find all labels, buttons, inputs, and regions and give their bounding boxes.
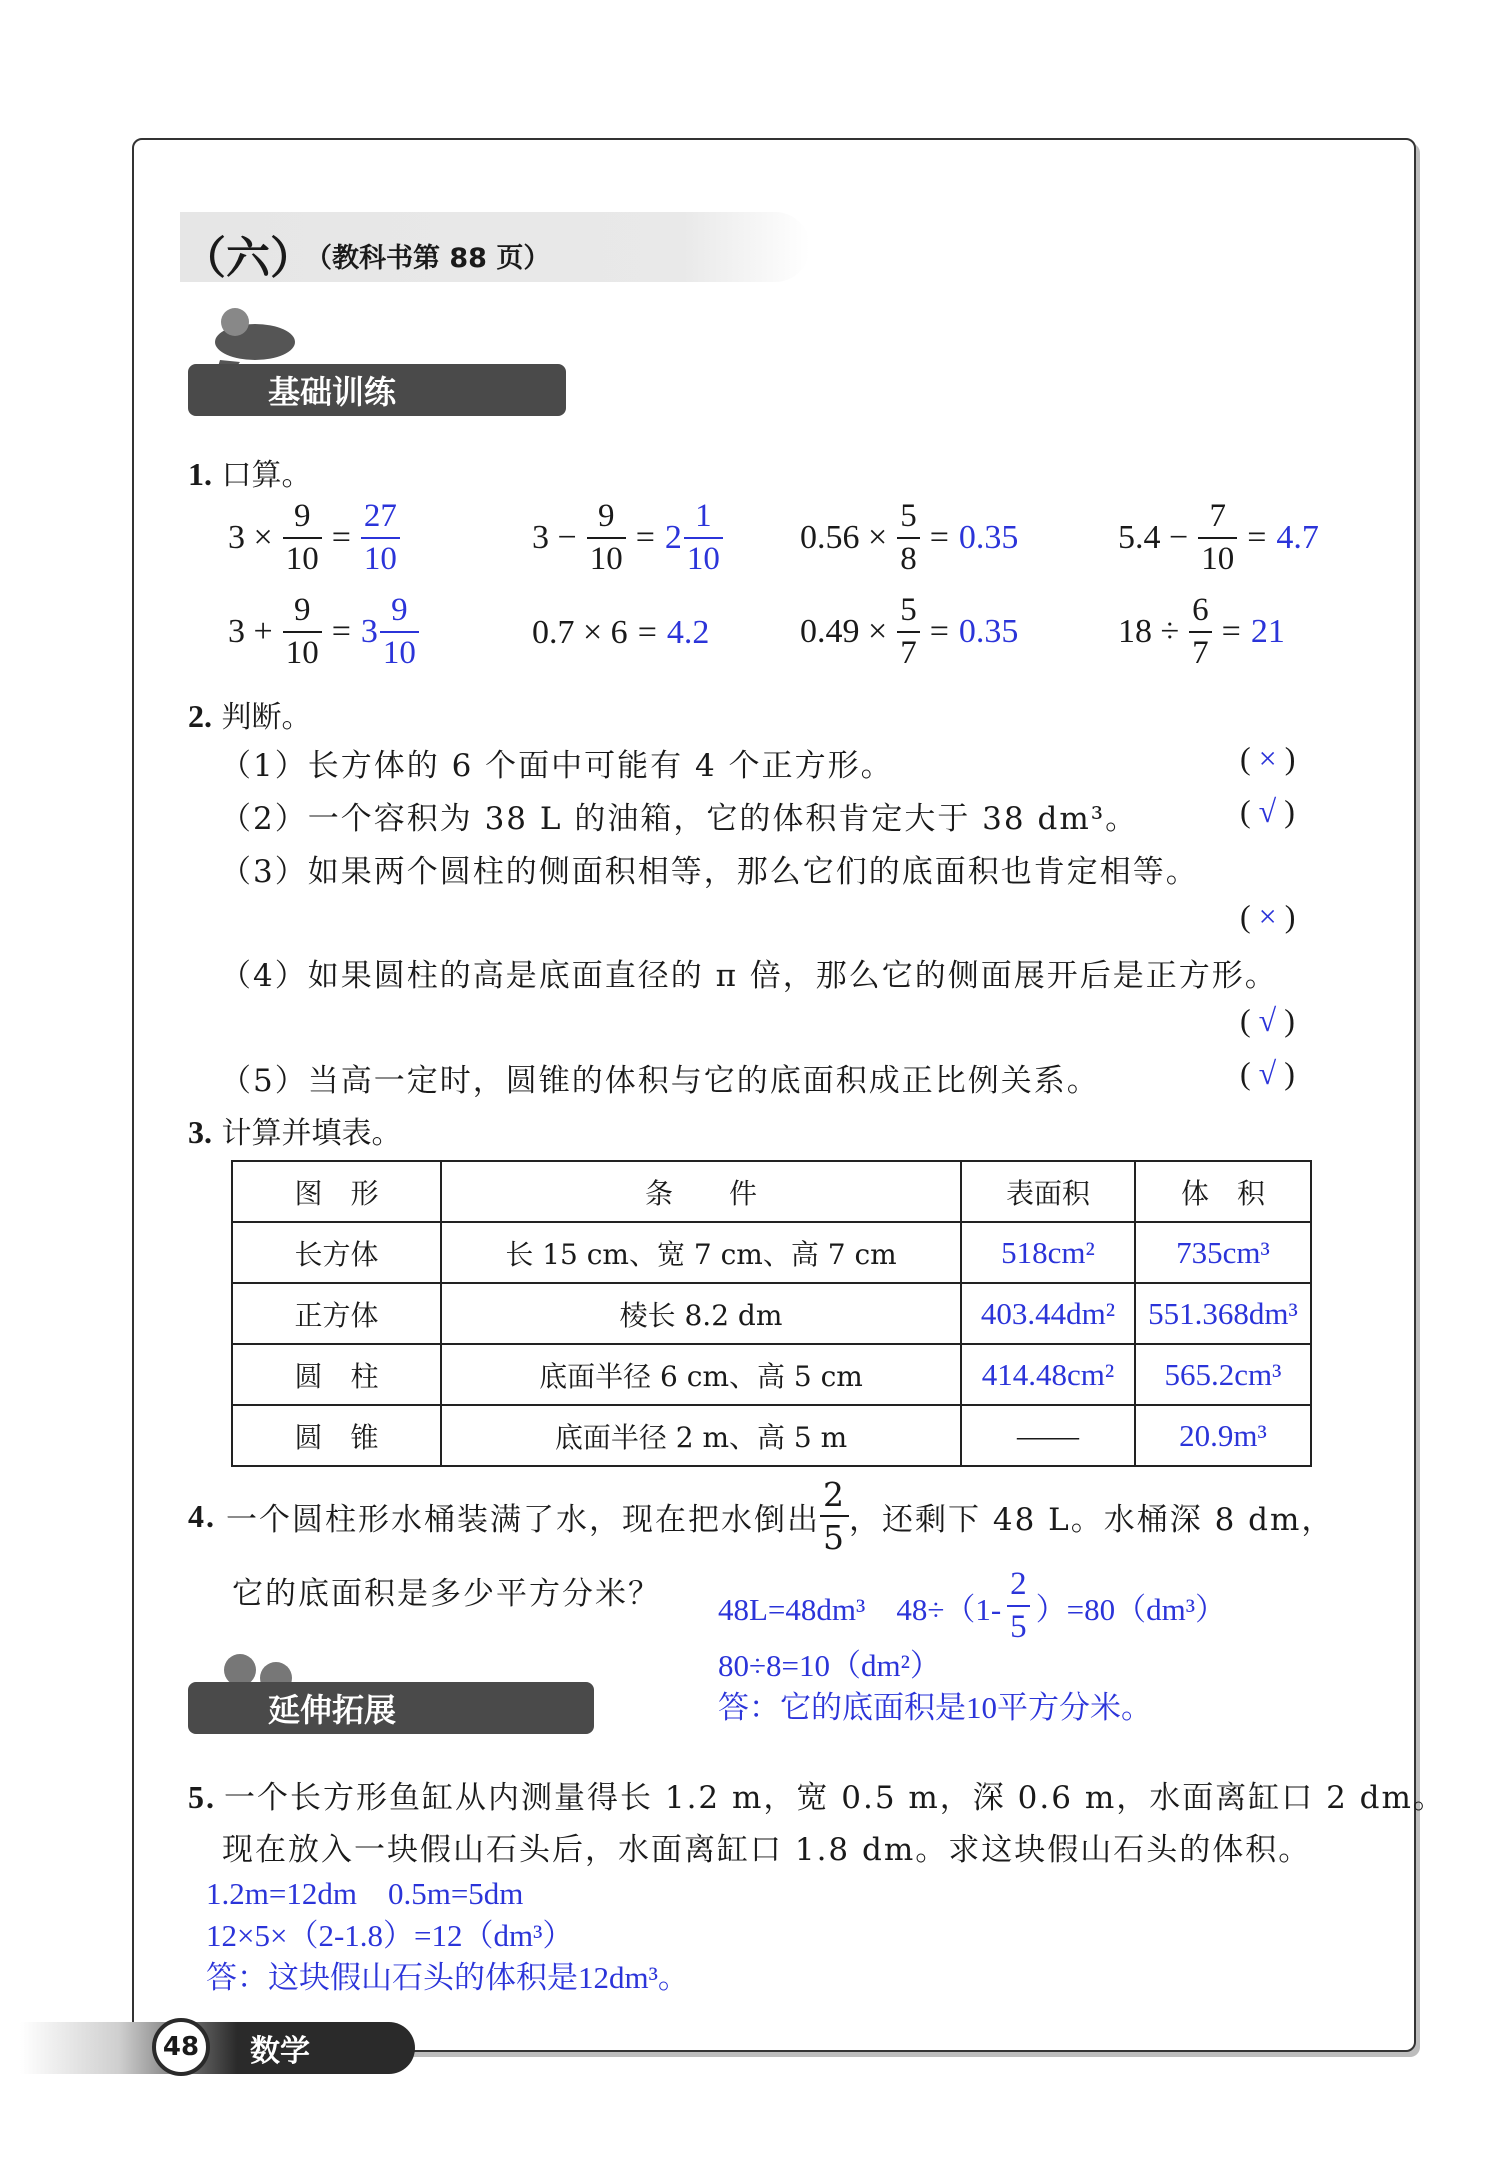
q1-answer-5: 3 $\frac{9}{10}$ — [361, 594, 419, 670]
q1-answer-6: 4.2 — [666, 614, 710, 651]
q2-answer-5: ( √ ) — [1240, 1055, 1295, 1091]
q4-answer-1: 48L=48dm³ 48÷（1- $\frac{2}{5}$ ）=80（dm³） — [718, 1566, 1227, 1645]
q2-heading: 2. 判断。 — [188, 698, 312, 735]
q1-item-8: 18 ÷ $\frac{6}{7}$ = 21 — [1118, 592, 1285, 671]
q5-question-line-2: 现在放入一块假山石头后，水面离缸口 1.8 dm。求这块假山石头的体积。 — [222, 1832, 1312, 1868]
q1-item-5: 3 + $\frac{9}{10}$ = 3 $\frac{9}{10}$ — [228, 594, 419, 670]
q5-answer-3: 答：这块假山石头的体积是12dm³。 — [206, 1960, 689, 1995]
q1-answer-4: 4.7 — [1276, 519, 1319, 556]
q2-answer-2: ( √ ) — [1240, 793, 1295, 829]
subject-label: 数学 — [250, 2034, 310, 2069]
q3-heading: 3. 计算并填表。 — [188, 1114, 402, 1151]
q2-answer-1: ( × ) — [1240, 740, 1296, 776]
table-row: 圆 锥 底面半径 2 m、高 5 m —— 20.9m³ — [232, 1405, 1311, 1466]
q1-item-1: 3 × $\frac{9}{10}$ = $\frac{27}{10}$ — [228, 500, 400, 576]
q1-item-7: 0.49 × $\frac{5}{7}$ = 0.35 — [800, 592, 1019, 671]
table-row: 正方体 棱长 8.2 dm 403.44dm² 551.368dm³ — [232, 1283, 1311, 1344]
q2-item-4: （4）如果圆柱的高是底面直径的 π 倍，那么它的侧面展开后是正方形。 — [220, 958, 1278, 994]
section-tag-basic: 基础训练 — [188, 364, 566, 416]
q1-answer-2: 2 $\frac{1}{10}$ — [665, 500, 723, 576]
q2-item-5: （5）当高一定时，圆锥的体积与它的底面积成正比例关系。 — [220, 1063, 1100, 1099]
q5-question-line-1: 5. 一个长方形鱼缸从内测量得长 1.2 m，宽 0.5 m，深 0.6 m，水面离缸口 2 dm。 — [188, 1779, 1446, 1816]
q1-answer-7: 0.35 — [958, 613, 1019, 650]
q2-item-2: （2）一个容积为 38 L 的油箱，它的体积肯定大于 38 dm³。 — [220, 801, 1139, 837]
q1-item-6: 0.7 × 6 = 4.2 — [532, 614, 710, 651]
q4-question-line-2: 它的底面积是多少平方分米？ — [232, 1576, 661, 1612]
q1-item-3: 0.56 × $\frac{5}{8}$ = 0.35 — [800, 498, 1019, 577]
q4-question-line-1: 4. 一个圆柱形水桶装满了水，现在把水倒出 $\frac{2}{5}$ ，还剩下 48 L。水桶深 8 dm， — [188, 1475, 1335, 1557]
table-row: 长方体 长 15 cm、宽 7 cm、高 7 cm 518cm² 735cm³ — [232, 1222, 1311, 1283]
q2-item-3: （3）如果两个圆柱的侧面积相等，那么它们的底面积也肯定相等。 — [220, 854, 1199, 890]
q1-answer-3: 0.35 — [958, 519, 1019, 556]
section-tag-extend: 延伸拓展 — [188, 1682, 594, 1734]
q5-answer-1: 1.2m=12dm 0.5m=5dm — [206, 1876, 524, 1911]
q1-answer-1: $\frac{27}{10}$ — [361, 500, 400, 576]
q2-answer-3: ( × ) — [1240, 898, 1296, 934]
q2-item-1: （1）长方体的 6 个面中可能有 4 个正方形。 — [220, 748, 894, 784]
q4-answer-2: 80÷8=10（dm²） — [718, 1648, 941, 1683]
lesson-title: （六） — [182, 233, 314, 284]
q4-answer-3: 答：它的底面积是10平方分米。 — [718, 1690, 1152, 1725]
q1-title: 口算。 — [221, 458, 312, 493]
q1-label: 1. — [188, 456, 212, 492]
table-header-row: 图 形 条 件 表面积 体 积 — [232, 1161, 1311, 1222]
q5-answer-2: 12×5×（2-1.8）=12（dm³） — [206, 1918, 574, 1953]
q1-heading — [188, 450, 312, 494]
table-row: 圆 柱 底面半径 6 cm、高 5 cm 414.48cm² 565.2cm³ — [232, 1344, 1311, 1405]
lesson-subtitle: （教科书第 88 页） — [305, 243, 551, 274]
footer-bar — [20, 2022, 415, 2074]
q1-answer-8: 21 — [1250, 613, 1285, 650]
page-number: 48 — [152, 2018, 210, 2076]
q2-answer-4: ( √ ) — [1240, 1002, 1295, 1038]
q1-item-2: 3 − $\frac{9}{10}$ = 2 $\frac{1}{10}$ — [532, 500, 723, 576]
q3-table — [231, 1160, 1312, 1467]
q1-item-4: 5.4 − $\frac{7}{10}$ = 4.7 — [1118, 498, 1319, 577]
